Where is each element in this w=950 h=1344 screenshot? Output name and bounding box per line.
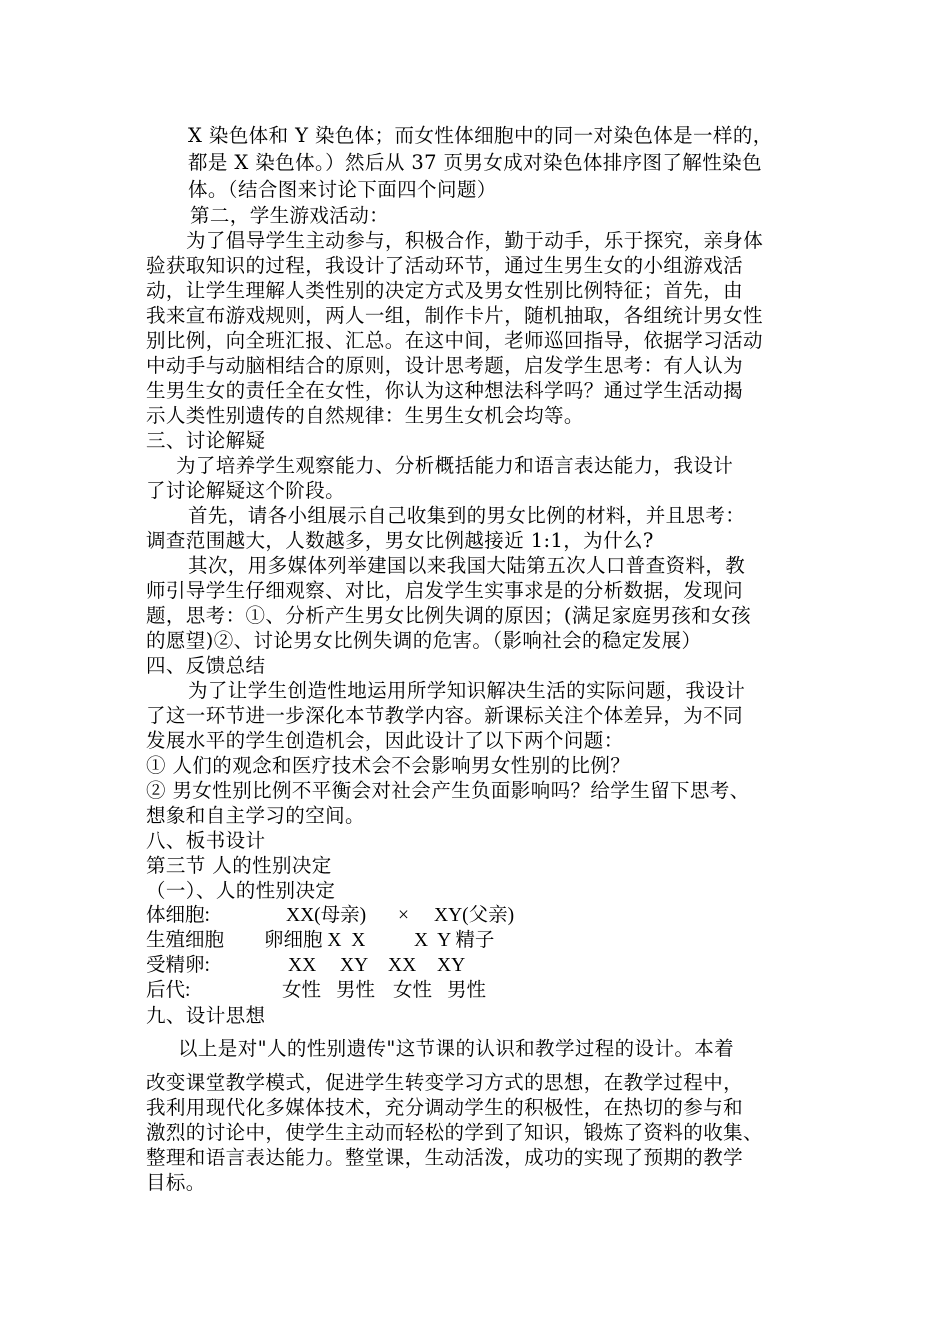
paragraph-line: 示人类性别遗传的自然规律：生男生女机会均等。 — [146, 404, 584, 427]
mother-genotype: XX(母亲) — [286, 905, 367, 926]
paragraph-line: 题，思考：①、分析产生男女比例失调的原因；(满足家庭男孩和女孩 — [146, 604, 752, 627]
paragraph-line: 发展水平的学生创造机会，因此设计了以下两个问题： — [146, 729, 624, 752]
offspring: 男性 — [447, 980, 487, 1001]
section-heading-discussion: 三、讨论解疑 — [146, 429, 266, 452]
paragraph-line: 了讨论解疑这个阶段。 — [146, 479, 346, 502]
paragraph-line: 都是 X 染色体。）然后从 37 页男女成对染色体排序图了解性染色 — [188, 151, 762, 174]
egg-cells: 卵细胞 X X — [264, 930, 366, 951]
zygote: XX — [288, 955, 317, 976]
paragraph-line: 动，让学生理解人类性别的决定方式及男女性别比例特征；首先，由 — [146, 279, 744, 302]
question-item: ① 人们的观念和医疗技术会不会影响男女性别的比例？ — [146, 754, 631, 777]
row-label-germ: 生殖细胞 — [146, 930, 225, 951]
paragraph-line: 目标。 — [146, 1171, 206, 1194]
paragraph-line: 调查范围越大，人数越多，男女比例越接近 1:1，为什么? — [146, 529, 654, 552]
section-heading-thoughts: 九、设计思想 — [146, 1004, 266, 1027]
paragraph-line: 为了培养学生观察能力、分析概括能力和语言表达能力，我设计 — [176, 454, 734, 477]
paragraph-line: 为了让学生创造性地运用所学知识解决生活的实际问题，我设计 — [188, 679, 746, 702]
paragraph-line: 师引导学生仔细观察、对比，启发学生实事求是的分析数据，发现问 — [146, 579, 744, 602]
section-heading-board: 八、板书设计 — [146, 829, 266, 852]
paragraph-line: 其次，用多媒体列举建国以来我国大陆第五次人口普查资料，教 — [188, 554, 746, 577]
paragraph-line: 体。（结合图来讨论下面四个问题） — [188, 178, 497, 201]
offspring: 女性 — [282, 980, 322, 1001]
question-item: ② 男女性别比例不平衡会对社会产生负面影响吗？给学生留下思考、 — [146, 779, 750, 802]
paragraph-line: 激烈的讨论中，使学生主动而轻松的学到了知识，锻炼了资料的收集、 — [146, 1121, 763, 1144]
offspring: 女性 — [393, 980, 433, 1001]
offspring: 男性 — [336, 980, 376, 1001]
section-heading-game: 第二，学生游戏活动： — [190, 204, 390, 227]
paragraph-line: 以上是对"人的性别遗传"这节课的认识和教学过程的设计。本着 — [178, 1037, 735, 1060]
paragraph-line: 生男生女的责任全在女性，你认为这种想法科学吗？通过学生活动揭 — [146, 379, 744, 402]
paragraph-line: 为了倡导学生主动参与，积极合作，勤于动手，乐于探究，亲身体 — [186, 229, 764, 252]
paragraph-line: 验获取知识的过程，我设计了活动环节，通过生男生女的小组游戏活 — [146, 254, 744, 277]
father-genotype: XY(父亲) — [434, 905, 515, 926]
paragraph-line: 中动手与动脑相结合的原则，设计思考题，启发学生思考：有人认为 — [146, 354, 744, 377]
paragraph-line: 改变课堂教学模式，促进学生转变学习方式的思想，在教学过程中， — [146, 1071, 744, 1094]
paragraph-line: 想象和自主学习的空间。 — [146, 804, 365, 827]
board-subtitle: （一）、人的性别决定 — [146, 879, 336, 902]
section-heading-feedback: 四、反馈总结 — [146, 654, 266, 677]
lesson-title: 第三节 人的性别决定 — [146, 854, 332, 877]
zygote: XY — [437, 955, 466, 976]
paragraph-line: 了这一环节进一步深化本节教学内容。新课标关注个体差异，为不同 — [146, 704, 744, 727]
row-label-offspring: 后代: — [146, 980, 191, 1001]
paragraph-line: X 染色体和 Y 染色体；而女性体细胞中的同一对染色体是一样的， — [188, 124, 773, 147]
paragraph-line: 首先，请各小组展示自己收集到的男女比例的材料，并且思考： — [188, 504, 746, 527]
paragraph-line: 整理和语言表达能力。整堂课，生动活泼，成功的实现了预期的教学 — [146, 1146, 744, 1169]
zygote: XX — [388, 955, 417, 976]
paragraph-line: 我利用现代化多媒体技术，充分调动学生的积极性，在热切的参与和 — [146, 1096, 744, 1119]
paragraph-line: 别比例，向全班汇报、汇总。在这中间，老师巡回指导，依据学习活动 — [146, 329, 763, 352]
sperm-cells: X Y 精子 — [414, 930, 495, 951]
paragraph-line: 我来宣布游戏规则，两人一组，制作卡片，随机抽取，各组统计男女性 — [146, 304, 763, 327]
row-label-zygote: 受精卵: — [146, 955, 210, 976]
paragraph-line: 的愿望)②、讨论男女比例失调的危害。（影响社会的稳定发展） — [146, 629, 702, 652]
zygote: XY — [340, 955, 369, 976]
cross-symbol: × — [398, 905, 409, 926]
row-label-somatic: 体细胞: — [146, 905, 210, 926]
